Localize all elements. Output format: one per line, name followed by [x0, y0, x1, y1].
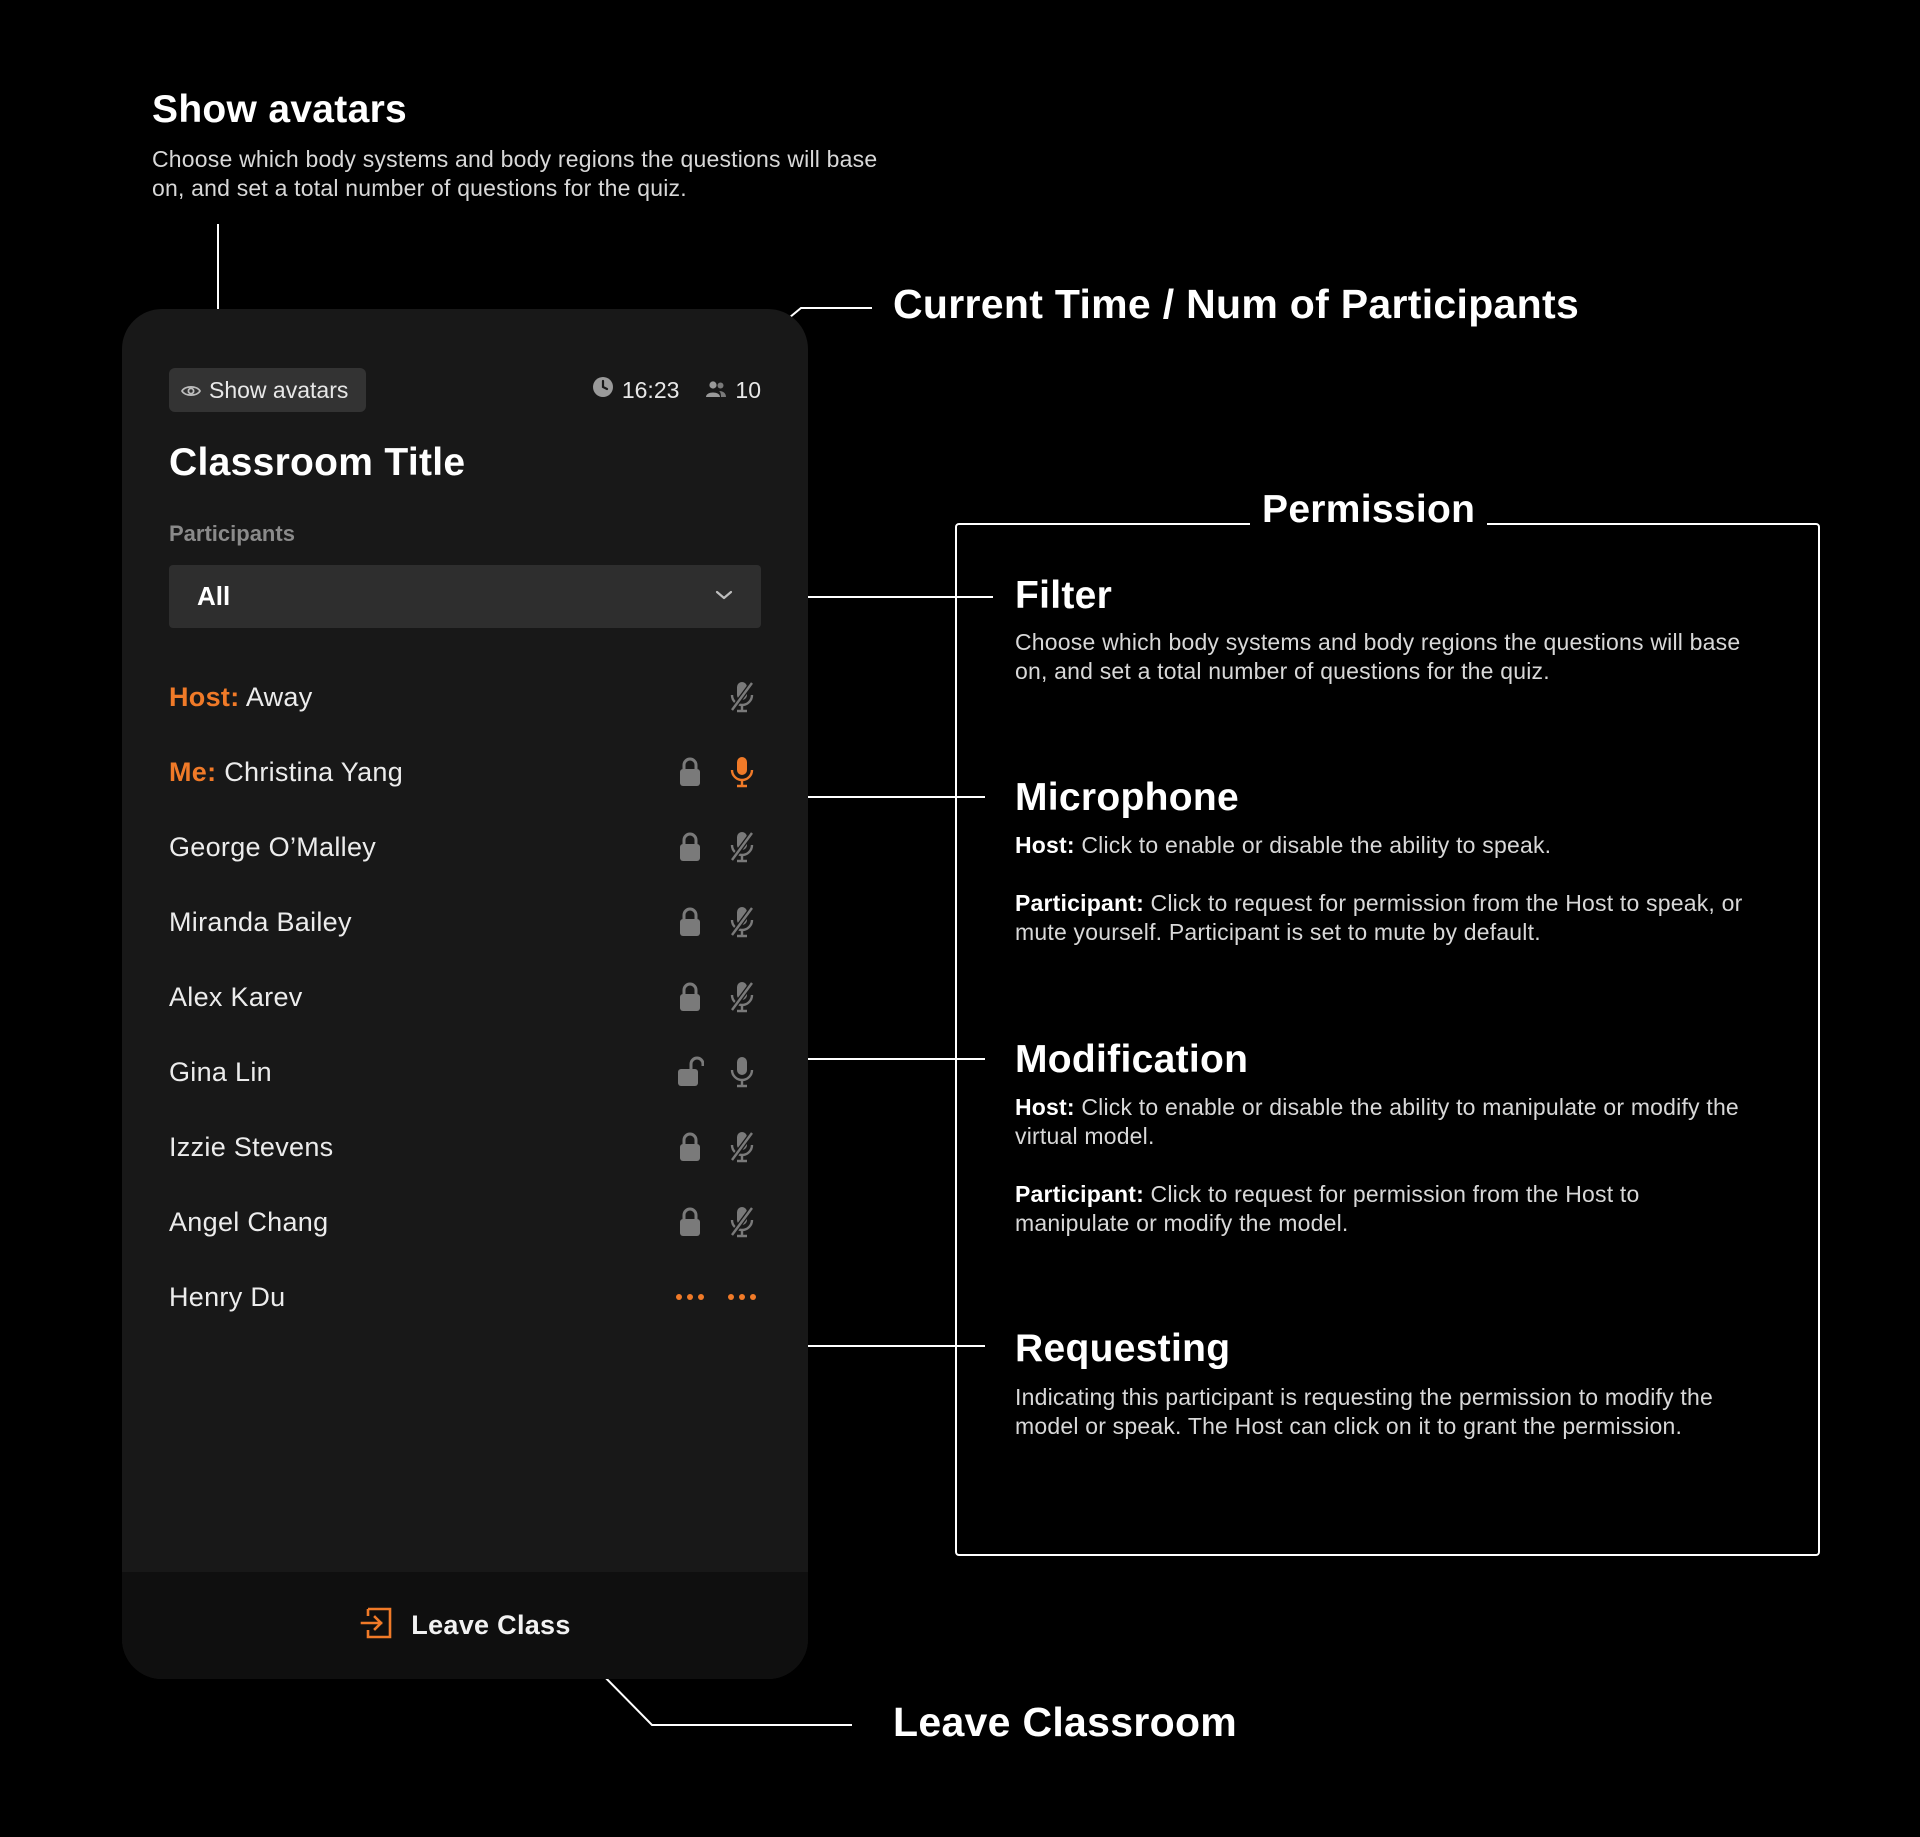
participant-row: [169, 1272, 761, 1322]
participant-name-text: Izzie Stevens: [169, 1131, 334, 1162]
participant-permission-icons: [671, 1278, 761, 1316]
microphone-host-text: Click to enable or disable the ability to speak.: [1081, 832, 1552, 858]
participant-permission-icons: [671, 828, 761, 866]
modification-participant-text: Click to request for permission from the Host to manipulate or modify the model.: [1015, 1181, 1640, 1236]
participant-row: [169, 897, 761, 947]
participant-name: [169, 832, 376, 863]
participant-row: [169, 1197, 761, 1247]
classroom-title: Classroom Title: [169, 441, 466, 484]
current-time: 16:23: [621, 376, 680, 403]
participant-row: [169, 822, 761, 872]
microphone-host-label: Host:: [1015, 832, 1075, 858]
show-avatars-label: Show avatars: [209, 376, 349, 403]
permission-title: Permission: [1262, 488, 1476, 531]
modification-participant-label: Participant:: [1015, 1181, 1144, 1207]
participant-row: [169, 1122, 761, 1172]
participants-icon: [705, 377, 727, 404]
participant-permission-icons: [671, 678, 761, 716]
participant-name-text: Gina Lin: [169, 1056, 272, 1087]
participant-name: [169, 1057, 272, 1088]
show-avatars-annotation-description: Choose which body systems and body regions the questions will base on, and set a total number of questions for the quiz.: [152, 146, 878, 201]
lock-icon[interactable]: [671, 1203, 709, 1241]
participants-filter-select[interactable]: [169, 565, 761, 628]
participant-role-prefix: Me:: [169, 756, 217, 787]
leave-class-button[interactable]: [122, 1572, 808, 1679]
microphone-muted-icon[interactable]: [723, 1203, 761, 1241]
participant-permission-icons: [671, 753, 761, 791]
participants-label: Participants: [169, 521, 295, 546]
participant-permission-icons: [671, 1128, 761, 1166]
microphone-icon[interactable]: [723, 753, 761, 791]
participant-role-prefix: Host:: [169, 681, 240, 712]
participant-name: [169, 1132, 333, 1163]
participant-name: [169, 682, 313, 713]
microphone-muted-icon[interactable]: [723, 678, 761, 716]
lock-icon[interactable]: [671, 903, 709, 941]
modification-requesting-icon[interactable]: [671, 1278, 709, 1316]
lock-icon[interactable]: [671, 828, 709, 866]
participant-row: [169, 747, 761, 797]
leave-class-label: Leave Class: [411, 1610, 571, 1640]
unlock-icon[interactable]: [671, 1053, 709, 1091]
participant-count: 10: [735, 376, 761, 403]
current-time-annotation-title: Current Time / Num of Participants: [893, 281, 1580, 327]
microphone-muted-icon[interactable]: [723, 978, 761, 1016]
requesting-annotation-description: Indicating this participant is requesting the permission to modify the model or speak. The Host can click on it to grant the permission.: [1015, 1384, 1713, 1439]
participant-row: [169, 672, 761, 722]
empty-slot: [671, 678, 709, 716]
participant-name: [169, 1282, 285, 1313]
modification-annotation-description: [1015, 1093, 1755, 1238]
participant-name-text: Henry Du: [169, 1281, 286, 1312]
participant-row: [169, 972, 761, 1022]
participant-name-text: Christina Yang: [224, 756, 404, 787]
participant-permission-icons: [671, 903, 761, 941]
participant-name: [169, 1207, 328, 1238]
microphone-muted-icon[interactable]: [723, 903, 761, 941]
participant-name-text: Angel Chang: [169, 1206, 329, 1237]
microphone-annotation-title: Microphone: [1015, 776, 1239, 819]
classroom-panel: [122, 309, 808, 1679]
chevron-down-icon: [715, 588, 733, 606]
participant-name: [169, 907, 352, 938]
modification-annotation-title: Modification: [1015, 1038, 1249, 1081]
lock-icon[interactable]: [671, 1128, 709, 1166]
participant-permission-icons: [671, 978, 761, 1016]
modification-host-label: Host:: [1015, 1094, 1075, 1120]
microphone-participant-label: Participant:: [1015, 890, 1144, 916]
participant-name-text: Away: [245, 681, 313, 712]
filter-annotation-description: Choose which body systems and body regions the questions will base on, and set a total number of questions for the quiz.: [1015, 629, 1741, 684]
microphone-icon[interactable]: [723, 1053, 761, 1091]
filter-value: All: [197, 581, 231, 611]
participant-name-text: George O’Malley: [169, 831, 377, 862]
participant-row: [169, 1047, 761, 1097]
clock-icon: [592, 376, 614, 404]
microphone-muted-icon[interactable]: [723, 1128, 761, 1166]
modification-host-text: Click to enable or disable the ability to manipulate or modify the virtual model.: [1015, 1094, 1739, 1149]
participant-name-text: Miranda Bailey: [169, 906, 352, 937]
filter-annotation-title: Filter: [1015, 574, 1113, 617]
show-avatars-button[interactable]: [169, 368, 366, 412]
microphone-requesting-icon[interactable]: [723, 1278, 761, 1316]
microphone-participant-text: Click to request for permission from the Host to speak, or mute yourself. Participant is set to mute by default.: [1015, 890, 1743, 945]
status-bar: [592, 368, 761, 412]
microphone-annotation-description: [1015, 831, 1775, 947]
participant-name: [169, 757, 403, 788]
exit-icon: [359, 1606, 393, 1645]
participant-name: [169, 982, 303, 1013]
lock-icon[interactable]: [671, 978, 709, 1016]
lock-icon[interactable]: [671, 753, 709, 791]
requesting-annotation-title: Requesting: [1015, 1327, 1231, 1370]
eye-icon: [181, 377, 201, 404]
participant-permission-icons: [671, 1053, 761, 1091]
show-avatars-annotation-title: Show avatars: [152, 88, 408, 131]
participant-permission-icons: [671, 1203, 761, 1241]
permission-title-wrap: [1250, 488, 1487, 532]
leave-classroom-annotation-title: Leave Classroom: [893, 1699, 1238, 1745]
participant-name-text: Alex Karev: [169, 981, 303, 1012]
microphone-muted-icon[interactable]: [723, 828, 761, 866]
